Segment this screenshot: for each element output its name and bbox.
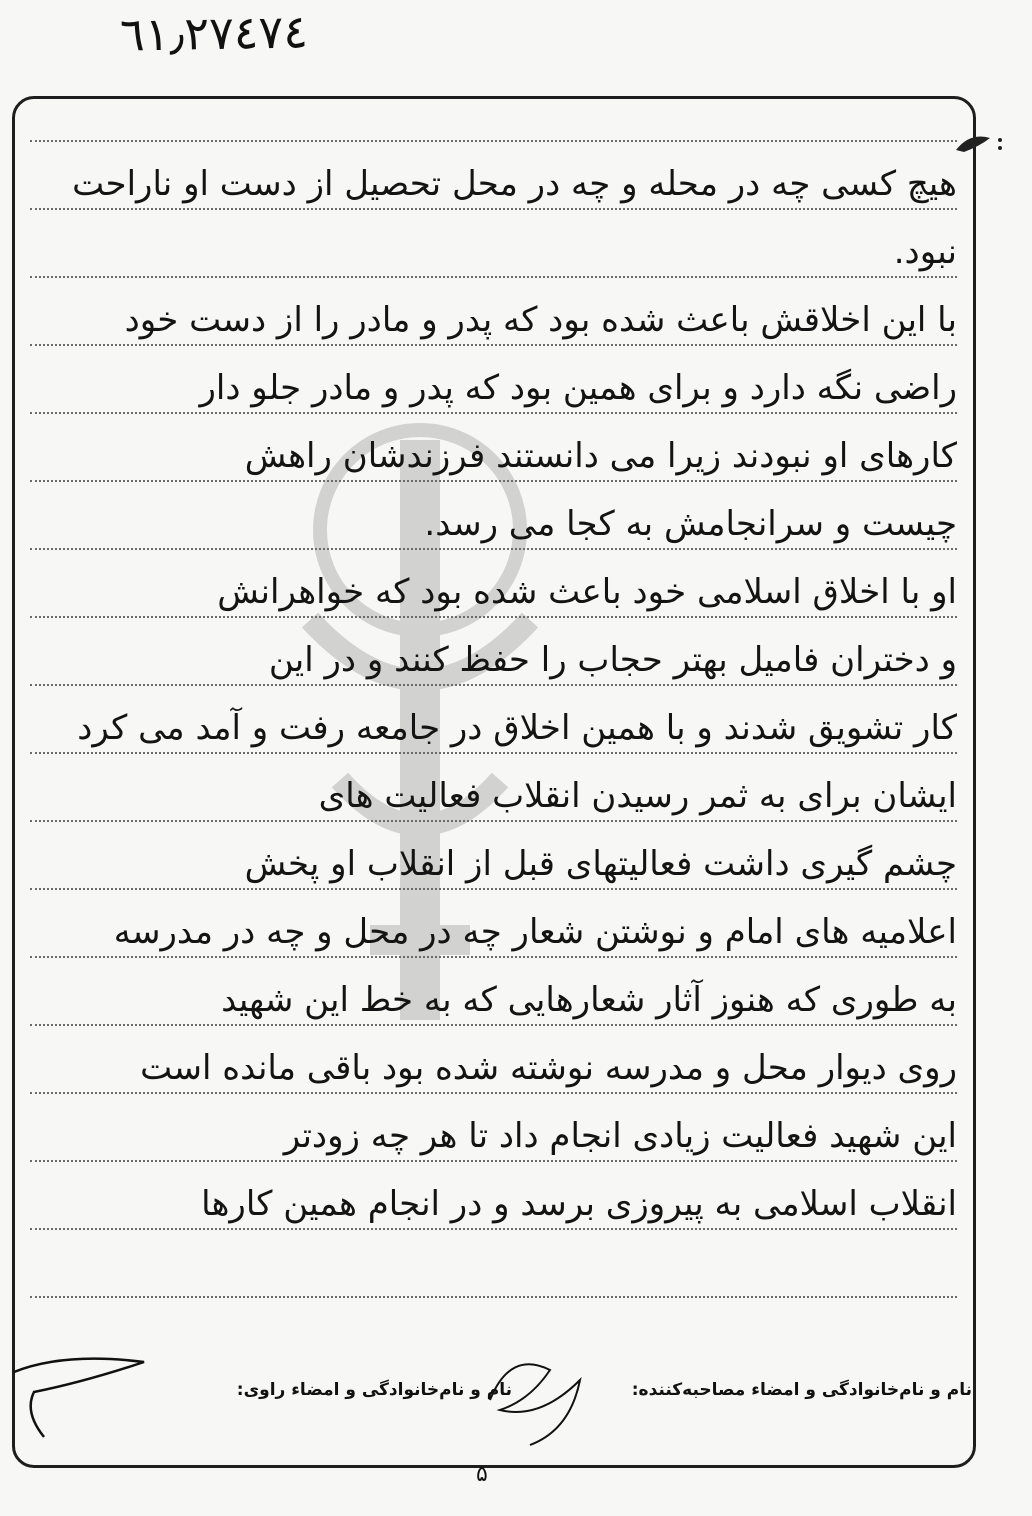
handwritten-line: کارهای او نبودند زیرا می دانستند فرزندشان راهش [244, 436, 957, 476]
handwritten-line: ایشان برای به ثمر رسیدن انقلاب فعالیت های [318, 776, 957, 816]
ruled-line [30, 140, 957, 142]
ruled-line [30, 1228, 957, 1230]
ruled-line [30, 888, 957, 890]
handwritten-line: هیچ کسی چه در محله و چه در محل تحصیل از دست او ناراحت [72, 164, 957, 204]
interviewer-signature-label: نام و نام‌خانوادگی و امضاء مصاحبه‌کننده: [631, 1380, 972, 1400]
ruled-line [30, 684, 957, 686]
ruled-line [30, 752, 957, 754]
ruled-line [30, 1296, 957, 1298]
handwritten-line: او با اخلاق اسلامی خود باعث شده بود که خواهرانش [217, 572, 957, 612]
ruled-line [30, 1024, 957, 1026]
page-number: ۵ [476, 1462, 488, 1487]
ruled-line [30, 344, 957, 346]
handwritten-line: با این اخلاقش باعث شده بود که پدر و مادر را از دست خود [124, 300, 957, 340]
handwritten-line: چشم گیری داشت فعالیتهای قبل از انقلاب او پخش [244, 844, 957, 884]
pen-mark-icon [950, 128, 1010, 158]
archive-number: ٦١٫٢٧٤٧٤ [119, 4, 309, 62]
ruled-line [30, 1092, 957, 1094]
ruled-line [30, 276, 957, 278]
handwritten-line: و دختران فامیل بهتر حجاب را حفظ کنند و در این [268, 640, 957, 680]
handwritten-line: کار تشویق شدند و با همین اخلاق در جامعه رفت و آمد می کرد [77, 708, 957, 748]
ruled-line [30, 548, 957, 550]
handwritten-line: انقلاب اسلامی به پیروزی برسد و در انجام همین کارها [201, 1184, 957, 1224]
narrator-signature-label: نام و نام‌خانوادگی و امضاء راوی: [236, 1380, 512, 1400]
ruled-line [30, 412, 957, 414]
ruled-line [30, 208, 957, 210]
handwritten-line: اعلامیه های امام و نوشتن شعار چه در محل و چه در مدرسه [113, 912, 957, 952]
handwritten-line: راضی نگه دارد و برای همین بود که پدر و مادر جلو دار [199, 368, 957, 408]
ruled-line [30, 956, 957, 958]
ruled-line [30, 480, 957, 482]
handwritten-line: این شهید فعالیت زیادی انجام داد تا هر چه زودتر [283, 1116, 957, 1156]
ruled-line [30, 616, 957, 618]
signature-footer [30, 1370, 972, 1430]
handwritten-line: به طوری که هنوز آثار شعارهایی که به خط این شهید [221, 980, 957, 1020]
handwritten-line: نبود. [893, 232, 957, 272]
ruled-line [30, 820, 957, 822]
handwritten-line: روی دیوار محل و مدرسه نوشته شده بود باقی مانده است [140, 1048, 957, 1088]
handwritten-line: چیست و سرانجامش به کجا می رسد. [424, 504, 957, 544]
ruled-line [30, 1160, 957, 1162]
